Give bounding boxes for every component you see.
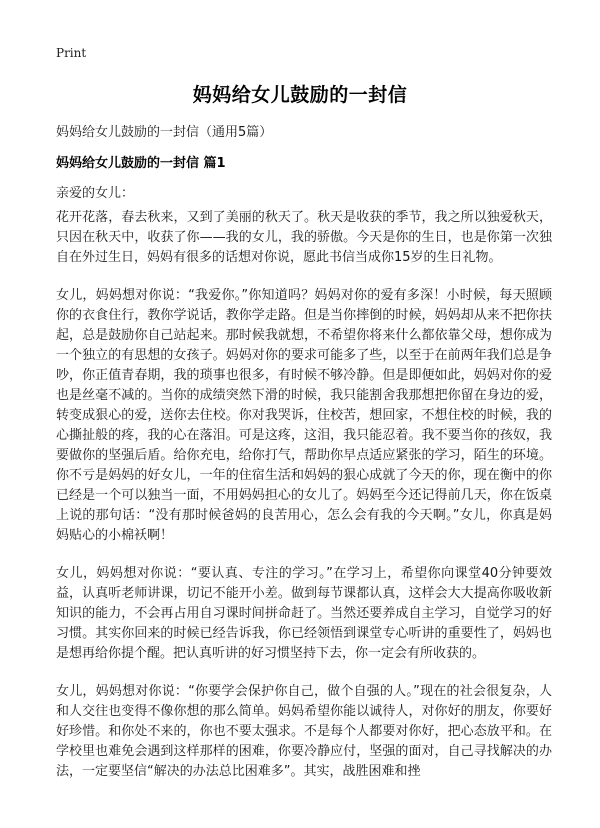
letter-body <box>56 208 552 800</box>
letter-salutation: 亲爱的女儿： <box>56 186 135 201</box>
letter-paragraph: 女儿，妈妈想对你说：“我爱你。”你知道吗？妈妈对你的爱有多深！小时候，每天照顾你的衣食住行，教你学说话，教你学走路。但是当你摔倒的时候，妈妈却从来不把你扶起，总是鼓励你自己站起来。那时候我就想，不希望你将来什么都依靠父母，想你成为一个独立的有思想的女孩子。妈妈对你的要求可能多了些，以至于在前两年我们总是争吵，你正值青春期，我的琐事也很多，有时候不够冷静。但是即便如此，妈妈对你的爱也是丝毫不减的。当你的成绩突然下滑的时候，我只能割舍我那想把你留在身边的爱，转变成狠心的爱，送你去住校。你对我哭诉，住校苦，想回家，不想住校的时候，我的心撕扯般的疼，我的心在落泪。可是这疼，这泪，我只能忍着。我不要当你的孩奴，我要做你的坚强后盾。给你充电，给你打气，帮助你早点适应紧张的学习，陌生的环境。你不亏是妈妈的好女儿，一年的住宿生活和妈妈的狠心成就了今天的你，现在衡中的你已经是一个可以独当一面，不用妈妈担心的女儿了。妈妈至今还记得前几天，你在饭桌上说的那句话：“没有那时候爸妈的良苦用心，怎么会有我的今天啊。”女儿，你真是妈妈贴心的小棉袄啊！ <box>56 288 552 543</box>
section-heading: 妈妈给女儿鼓励的一封信 篇1 <box>56 156 226 171</box>
page-title: 妈妈给女儿鼓励的一封信 <box>192 84 408 106</box>
letter-paragraph: 女儿，妈妈想对你说：“要认真、专注的学习。”在学习上，希望你向课堂40分钟要效益，认真听老师讲课，切记不能开小差。做到每节课都认真，这样会大大提高你吸收新知识的能力，不会再占用自习课时间拼命赶了。当然还要养成自主学习，自觉学习的好习惯。其实你回来的时候已经告诉我，你已经领悟到课堂专心听讲的重要性了，妈妈也是想再给你提个醒。把认真听讲的好习惯坚持下去，你一定会有所收获的。 <box>56 566 552 661</box>
document-subtitle: 妈妈给女儿鼓励的一封信（通用5篇） <box>56 125 273 140</box>
letter-paragraph: 女儿，妈妈想对你说：“你要学会保护你自己，做个自强的人。”现在的社会很复杂，人和人交往也变得不像你想的那么简单。妈妈希望你能以诚待人，对你好的朋友，你要好好珍惜。和你处不来的，你也不要太强求。不是每个人都要对你好，把心态放平和。在学校里也难免会遇到这样那样的困难，你要冷静应付，坚强的面对，自己寻找解决的办法，一定要坚信“解决的办法总比困难多”。其实，战胜困难和挫 <box>56 684 552 779</box>
letter-paragraph: 花开花落，春去秋来，又到了美丽的秋天了。秋天是收获的季节，我之所以独爱秋天，只因在秋天中，收获了你——我的女儿，我的骄傲。今天是你的生日，也是你第一次独自在外过生日，妈妈有很多的话想对你说，愿此书信当成你15岁的生日礼物。 <box>56 210 552 265</box>
print-link[interactable]: Print <box>56 46 87 60</box>
